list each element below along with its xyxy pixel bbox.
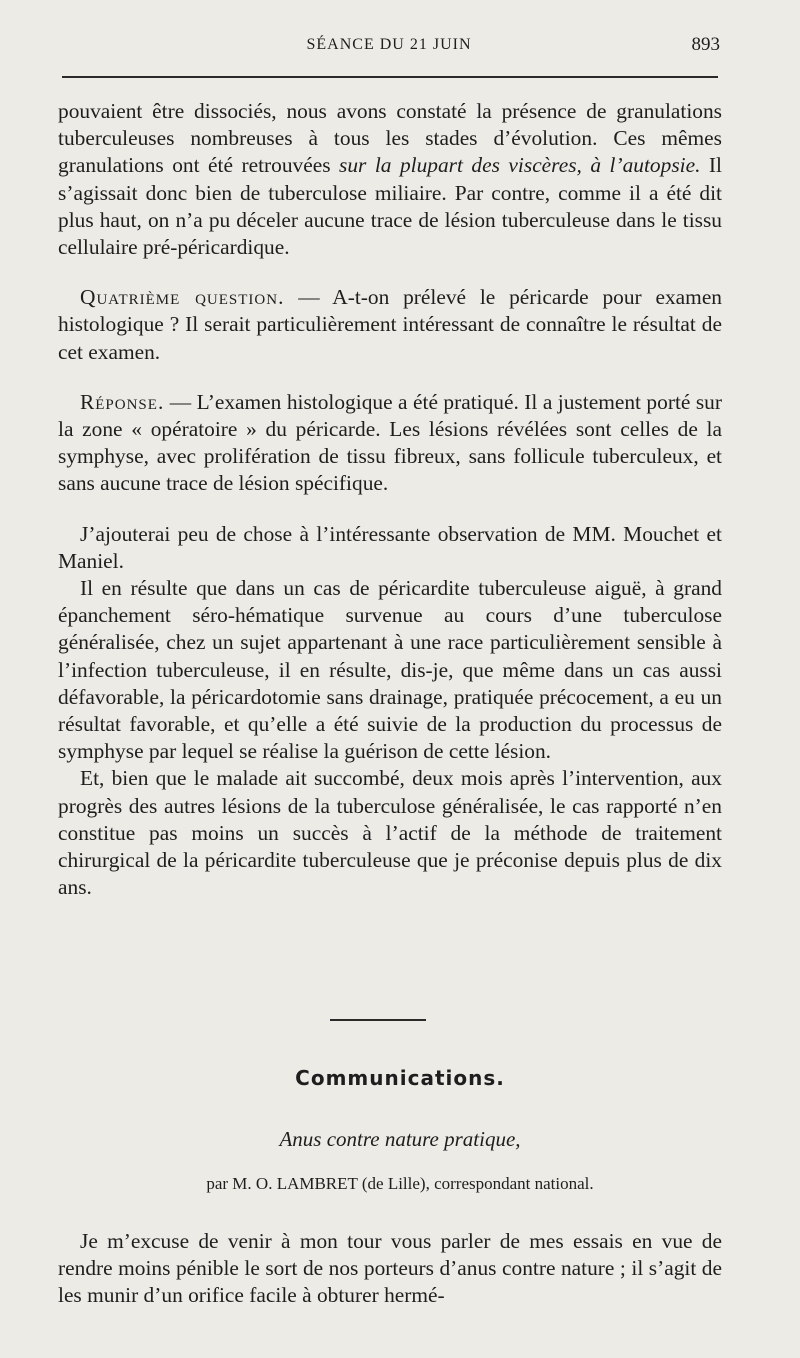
paragraph-text: pouvaient être dissociés, nous avons constaté la présence de granulations tuberculeuses nombreuses à tous les stades d’évolution. Ces mêmes granulations ont été retrouvées — [58, 99, 722, 178]
answer-text: — L’examen histologique a été pratiqué. Il a justement porté sur la zone « opératoire » du péricarde. Les lésions révélées sont celles de la symphyse, avec prolifération de tissu fibreux, sans follicule tuberculeux, et sans aucune trace de lésion spécifique. — [58, 389, 722, 496]
paragraph-text: Il s’agissait donc bien de tuberculose miliaire. Par contre, comme il a été dit plus haut, on n’a pu déceler aucune trace de lésion tuberculeuse dans le tissu cellulaire pré-péricardique. — [58, 153, 722, 260]
page-number: 893 — [691, 34, 720, 55]
paragraph: Je m’excuse de venir à mon tour vous parler de mes essais en vue de rendre moins pénible le sort de nos porteurs d’anus contre nature ; il s’agit de les munir d’un orifice facile à obturer hermé- — [58, 1229, 722, 1308]
author-byline: par M. O. LAMBRET (de Lille), correspondant national. — [206, 1174, 594, 1193]
paragraph-continued — [58, 98, 722, 261]
paragraph: J’ajouterai peu de chose à l’intéressante observation de MM. Mouchet et Maniel. — [58, 521, 722, 573]
paragraph: Et, bien que le malade ait succombé, deux mois après l’intervention, aux progrès des autres lésions de la tuberculose généralisée, le cas rapporté n’en constitue pas moins un succès à l’actif de la méthode de traitement chirurgical de la péricardite tuberculeuse que je préconise depuis plus de dix ans. — [58, 766, 722, 900]
article-title: Anus contre nature pratique, — [279, 1127, 521, 1151]
section-separator — [330, 1019, 426, 1021]
question-text: — A-t-on prélevé le péricarde pour examen histologique ? Il serait particulièrement intéressant de connaître le résultat de cet examen. — [58, 285, 723, 364]
question-label: Quatrième question. — [80, 285, 285, 310]
paragraph: Il en résulte que dans un cas de péricardite tuberculeuse aiguë, à grand épanchement séro-hématique survenue au cours d’une tuberculose généralisée, chez un sujet appartenant à une race particulièrement sensible à l’infection tuberculeuse, il en résulte, dis-je, que même dans un cas aussi défavorable, la péricardotomie sans drainage, pratiquée précocement, a eu un résultat favorable, et qu’elle a été suivie de la production du processus de symphyse par lequel se réalise la guérison de cette lésion. — [58, 576, 722, 764]
question-paragraph — [58, 284, 722, 366]
running-head: SÉANCE DU 21 JUIN — [306, 36, 472, 53]
main-text — [58, 98, 722, 901]
section-title: Communications. — [295, 1066, 505, 1090]
italic-phrase: sur la plupart des viscères, à l’autopsie. — [339, 153, 701, 178]
answer-paragraph — [58, 389, 722, 498]
header-rule — [62, 76, 718, 78]
page-header — [58, 32, 720, 62]
article-text — [58, 1228, 722, 1310]
answer-label: Réponse. — [80, 389, 165, 414]
